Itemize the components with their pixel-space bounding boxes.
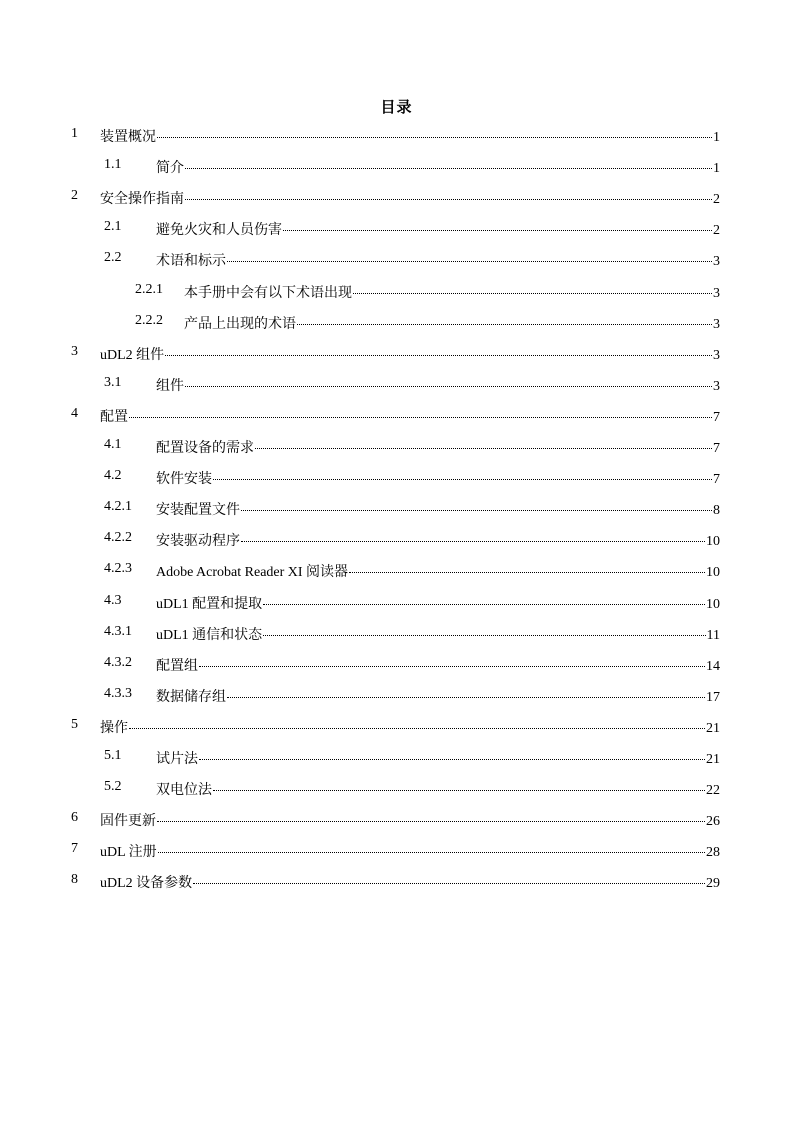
dot-leader — [129, 405, 712, 418]
toc-entry-page: 8 — [713, 503, 720, 519]
toc-entry-number: 4 — [71, 405, 78, 421]
toc-entry-title: uDL1 配置和提取 — [156, 596, 263, 612]
toc-entry-title: 配置 — [100, 409, 128, 425]
toc-entry-line — [156, 686, 720, 706]
toc-entry[interactable] — [0, 123, 793, 145]
toc-entry-title: 安全操作指南 — [100, 192, 184, 208]
toc-entry-number: 2.2 — [104, 250, 122, 266]
toc-entry[interactable] — [0, 807, 793, 829]
toc-entry[interactable] — [0, 776, 793, 798]
toc-entry-title: 配置设备的需求 — [156, 441, 254, 456]
toc-entry-page: 29 — [706, 876, 720, 892]
dot-leader — [199, 747, 705, 760]
toc-entry-page: 7 — [713, 441, 720, 456]
toc-entry-title: 数据储存组 — [156, 689, 226, 705]
toc-entry-line — [100, 810, 720, 830]
toc-entry[interactable] — [0, 527, 793, 549]
toc-entry-line — [156, 250, 720, 270]
toc-entry-line — [156, 593, 720, 613]
toc-entry-title: 简介 — [156, 161, 184, 177]
toc-entry-title: 配置组 — [156, 658, 198, 674]
dot-leader — [129, 716, 705, 729]
dot-leader — [193, 871, 705, 884]
toc-entry-page: 22 — [706, 783, 720, 799]
toc-entry-line — [100, 126, 720, 146]
toc-entry-line — [156, 468, 720, 488]
toc-entry-title: uDL2 设备参数 — [100, 876, 193, 892]
toc-entry-page: 10 — [706, 534, 720, 550]
toc-entry[interactable] — [0, 216, 793, 238]
toc-entry-number: 3 — [71, 343, 78, 359]
toc-entry-line — [100, 344, 720, 364]
dot-leader — [157, 125, 712, 138]
toc-entry-title: 安装驱动程序 — [156, 534, 240, 550]
toc-entry-title: 组件 — [156, 378, 184, 394]
toc-entry-line — [156, 157, 720, 177]
toc-entry-number: 1 — [71, 126, 78, 141]
toc-entry[interactable] — [0, 434, 793, 456]
dot-leader — [185, 156, 712, 169]
toc-entry[interactable] — [0, 869, 793, 891]
toc-entry-number: 2.1 — [104, 219, 122, 235]
toc-entry-number: 5.1 — [104, 748, 122, 763]
toc-entry-number: 2 — [71, 188, 78, 204]
toc-entry-line — [100, 872, 720, 892]
toc-entry-page: 3 — [713, 347, 720, 363]
toc-entry[interactable] — [0, 496, 793, 518]
dot-leader — [185, 187, 712, 200]
toc-entry-number: 5.2 — [104, 779, 122, 795]
dot-leader — [213, 778, 705, 791]
toc-entry-number: 4.3.1 — [104, 623, 132, 639]
toc-entry[interactable] — [0, 465, 793, 487]
toc-heading: 目录 — [380, 100, 413, 116]
toc-entry-page: 10 — [706, 565, 720, 581]
dot-leader — [241, 498, 712, 511]
toc-entry[interactable] — [0, 683, 793, 705]
toc-entry-number: 8 — [71, 872, 78, 888]
dot-leader — [158, 840, 705, 853]
toc-entry-page: 2 — [713, 223, 720, 239]
toc-entry-line — [100, 188, 720, 208]
toc-entry-number: 3.1 — [104, 374, 122, 390]
toc-entry-number: 4.3.2 — [104, 654, 132, 670]
toc-entry-page: 1 — [713, 130, 720, 145]
toc-entry-title: 本手册中会有以下术语出现 — [184, 285, 352, 301]
toc-entry-number: 4.3.3 — [104, 685, 132, 701]
toc-entry-number: 2.2.1 — [135, 281, 163, 297]
toc-entry-page: 14 — [706, 658, 720, 674]
toc-entry-title: 操作 — [100, 720, 128, 736]
toc-entry[interactable] — [0, 310, 793, 332]
toc-entry[interactable] — [0, 372, 793, 394]
toc-entry-number: 4.2.1 — [104, 499, 132, 515]
toc-entry-page: 21 — [706, 752, 720, 767]
toc-entry-page: 3 — [713, 316, 720, 332]
toc-entry-line — [156, 748, 720, 768]
toc-entry-title: uDL1 通信和状态 — [156, 627, 263, 643]
toc-entry-title: 产品上出现的术语 — [184, 316, 296, 332]
toc-entry[interactable] — [0, 279, 793, 301]
toc-entry-number: 4.1 — [104, 437, 122, 452]
toc-entry[interactable] — [0, 621, 793, 643]
toc-entry[interactable] — [0, 247, 793, 269]
toc-entry-page: 21 — [706, 720, 720, 736]
dot-leader — [227, 685, 705, 698]
toc-entry-page: 7 — [713, 409, 720, 425]
toc-entry-number: 6 — [71, 810, 78, 826]
dot-leader — [263, 623, 705, 636]
toc-entry-line — [156, 530, 720, 550]
dot-leader — [241, 529, 705, 542]
toc-entry-page: 2 — [713, 192, 720, 208]
toc-entry-title: 软件安装 — [156, 472, 212, 488]
toc-entry-number: 4.3 — [104, 592, 122, 608]
toc-entry-page: 28 — [706, 845, 720, 861]
toc-entry-title: uDL 注册 — [100, 845, 157, 861]
toc-entry-page: 26 — [706, 814, 720, 830]
dot-leader — [263, 592, 705, 605]
toc-entry-page: 10 — [706, 596, 720, 612]
dot-leader — [227, 249, 712, 262]
dot-leader — [255, 436, 712, 449]
toc-entry[interactable] — [0, 185, 793, 207]
toc-entry-page: 1 — [713, 161, 720, 177]
dot-leader — [185, 374, 712, 387]
toc-entry-number: 4.2.2 — [104, 530, 132, 546]
toc-entry-page: 17 — [706, 689, 720, 705]
toc-entry-number: 4.2.3 — [104, 561, 132, 577]
toc-entry-number: 5 — [71, 716, 78, 732]
toc-entry-line — [184, 282, 720, 302]
toc-entry-title: 固件更新 — [100, 814, 156, 830]
toc-entry-title: 装置概况 — [100, 130, 156, 145]
toc-entry[interactable] — [0, 341, 793, 363]
toc-entry-title: 试片法 — [156, 752, 198, 767]
toc-entry-number: 4.2 — [104, 468, 122, 484]
toc-entry[interactable] — [0, 714, 793, 736]
toc-entry-line — [100, 841, 720, 861]
toc-entry-title: 避免火灾和人员伤害 — [156, 223, 282, 239]
dot-leader — [213, 467, 712, 480]
toc-entry[interactable] — [0, 838, 793, 860]
toc-entry[interactable] — [0, 403, 793, 425]
toc-entry-page: 3 — [713, 254, 720, 270]
toc-entry[interactable] — [0, 154, 793, 176]
toc-entry-page: 3 — [713, 285, 720, 301]
toc-entry[interactable] — [0, 745, 793, 767]
toc-entry[interactable] — [0, 558, 793, 580]
toc-entry[interactable] — [0, 590, 793, 612]
toc-entry-number: 1.1 — [104, 157, 122, 173]
toc-entry-line — [184, 313, 720, 333]
toc-entry-number: 2.2.2 — [135, 312, 163, 328]
toc-entry[interactable] — [0, 652, 793, 674]
toc-entry-title: uDL2 组件 — [100, 347, 165, 363]
toc-entry-line — [156, 561, 720, 581]
toc-entry-line — [100, 406, 720, 426]
toc-entry-title: 安装配置文件 — [156, 503, 240, 519]
toc-entry-line — [156, 219, 720, 239]
toc-entry-page: 3 — [713, 378, 720, 394]
dot-leader — [165, 343, 712, 356]
dot-leader — [297, 312, 712, 325]
toc-entry-line — [156, 624, 720, 644]
toc-entry-title: 双电位法 — [156, 783, 212, 799]
dot-leader — [283, 218, 712, 231]
dot-leader — [199, 654, 705, 667]
toc-entry-line — [100, 717, 720, 737]
toc-entry-number: 7 — [71, 841, 78, 857]
toc-entry-line — [156, 779, 720, 799]
dot-leader — [157, 809, 705, 822]
toc-entry-line — [156, 499, 720, 519]
toc-entry-line — [156, 655, 720, 675]
toc-entry-page: 11 — [706, 627, 720, 643]
toc-entry-page: 7 — [713, 472, 720, 488]
toc-entry-line — [156, 437, 720, 457]
toc-entry-title: 术语和标示 — [156, 254, 226, 270]
toc-entry-line — [156, 375, 720, 395]
dot-leader — [349, 560, 705, 573]
toc-entry-title: Adobe Acrobat Reader XI 阅读器 — [156, 565, 349, 581]
dot-leader — [353, 281, 712, 294]
